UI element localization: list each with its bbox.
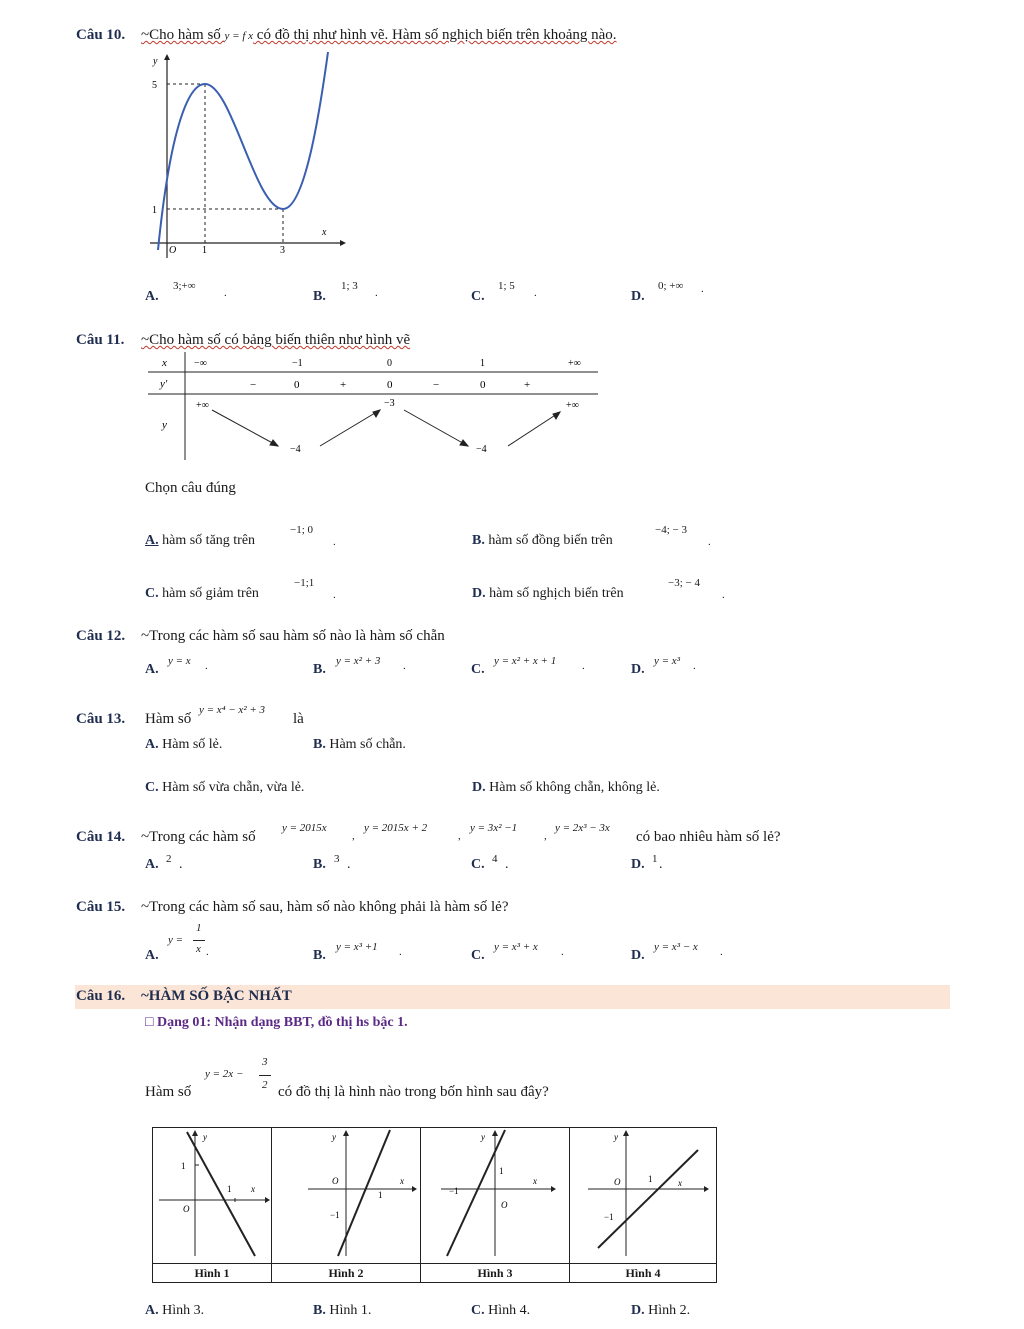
q10-label: Câu 10.	[76, 27, 126, 43]
q13-opt-d-text: Hàm số không chẵn, không lẻ.	[485, 780, 660, 795]
q12-opt-d-end: .	[693, 660, 696, 672]
q14-expr-3: y = 3x² −1	[470, 822, 518, 834]
q16-fig2-neg1: −1	[330, 1210, 340, 1220]
q15-opt-b-end: .	[399, 946, 402, 958]
q11-opt-b-letter: B.	[472, 533, 485, 548]
q11-arrow-3	[404, 410, 468, 446]
q11-opt-a-interval: −1; 0	[290, 524, 314, 536]
q16-fig1-y-arrow	[192, 1130, 198, 1136]
q16-fig2-svg	[272, 1128, 420, 1258]
q16-fig2-x-arrow	[412, 1186, 417, 1192]
q16-fig4-neg1: −1	[604, 1212, 614, 1222]
q16-fig2-1x: 1	[378, 1190, 383, 1200]
q11-label: Câu 11.	[76, 332, 125, 348]
q15-opt-a-letter[interactable]: A.	[145, 948, 159, 963]
q10-opt-d-end: .	[701, 283, 704, 295]
q11-arrow-1	[212, 410, 278, 446]
q16-text-post: có đồ thị là hình nào trong bốn hình sau đây?	[278, 1084, 549, 1100]
q16-figure-2[interactable]	[272, 1128, 421, 1264]
q10-opt-d-value: 0; +∞	[658, 280, 684, 292]
q11-sign-1: 0	[294, 379, 300, 391]
q10-opt-c-value: 1; 5	[498, 280, 515, 292]
q16-fig2-x: x	[400, 1176, 404, 1186]
q12-opt-b-expr: y = x² + 3	[336, 655, 381, 667]
q10-tick-1y: 1	[152, 205, 157, 216]
q14-opt-a-value: 2	[166, 853, 172, 865]
q16-num: 3	[262, 1056, 268, 1068]
q16-fig3-neg1: −1	[449, 1186, 459, 1196]
q10-graph	[140, 50, 350, 262]
q15-opt-d-letter[interactable]: D.	[631, 948, 645, 963]
q13-opt-d[interactable]	[472, 780, 660, 796]
q11-x-3: 1	[480, 358, 485, 369]
q11-sign-4: −	[433, 379, 440, 391]
q11-sign-3: 0	[387, 379, 393, 391]
q13-opt-d-letter: D.	[472, 780, 486, 795]
q14-opt-b-letter[interactable]: B.	[313, 857, 326, 872]
q13-opt-c-letter: C.	[145, 780, 159, 795]
q11-y-3: −4	[476, 444, 487, 455]
q11-y-2: −3	[384, 398, 395, 409]
q11-opt-d-end: .	[722, 589, 725, 601]
q10-tick-1x: 1	[202, 245, 207, 256]
q11-question: ~Cho hàm số có bảng biến thiên như hình vẽ	[141, 332, 411, 348]
q10-opt-a-letter[interactable]: A.	[145, 289, 159, 304]
q16-caption-1: Hình 1	[153, 1264, 272, 1283]
q11-y-1: −4	[290, 444, 301, 455]
q13-text-pre: Hàm số	[145, 711, 192, 727]
q12-opt-a-letter[interactable]: A.	[145, 662, 159, 677]
q16-text-pre: Hàm số	[145, 1084, 192, 1100]
q16-fig3-svg	[421, 1128, 569, 1258]
q16-fig1-x-arrow	[265, 1197, 270, 1203]
q12-opt-d-letter[interactable]: D.	[631, 662, 645, 677]
q13-opt-a-letter: A.	[145, 737, 159, 752]
q16-fig3-1y: 1	[499, 1166, 504, 1176]
q14-opt-c-letter[interactable]: C.	[471, 857, 485, 872]
q16-expr-pre: y = 2x −	[205, 1068, 244, 1080]
q11-opt-d-letter: D.	[472, 586, 486, 601]
q16-fig1-line	[187, 1132, 255, 1256]
q16-fig1-1x: 1	[227, 1184, 232, 1194]
q16-subheader: □ Dạng 01: Nhận dạng BBT, đồ thị hs bậc 1.	[145, 1015, 408, 1030]
q13-opt-b-letter: B.	[313, 737, 326, 752]
q11-arrowhead-3	[460, 440, 468, 446]
q15-opt-c-expr: y = x³ + x	[494, 941, 538, 953]
q16-opt-a-letter: A.	[145, 1303, 159, 1318]
q11-arrowhead-2	[373, 410, 380, 417]
q10-opt-a-value: 3;+∞	[173, 280, 196, 292]
q11-opt-c-interval: −1;1	[294, 577, 315, 589]
q11-arrow-2	[320, 410, 380, 446]
q11-arrowhead-1	[270, 440, 278, 446]
q16-header: ~HÀM SỐ BẬC NHẤT	[141, 988, 292, 1004]
q12-opt-c-end: .	[582, 660, 585, 672]
q14-opt-d-value: 1	[652, 853, 658, 865]
q10-opt-c-letter[interactable]: C.	[471, 289, 485, 304]
q12-opt-a-end: .	[205, 660, 208, 672]
q16-fig3-o: O	[501, 1200, 508, 1210]
q13-opt-b-text: Hàm số chẵn.	[325, 737, 406, 752]
q16-figure-table	[152, 1127, 717, 1283]
q16-fig4-x: x	[678, 1178, 682, 1188]
q14-expr-1: y = 2015x	[282, 822, 327, 834]
q12-opt-d-expr: y = x³	[654, 655, 680, 667]
q16-label: Câu 16.	[76, 988, 126, 1004]
q11-y-4: +∞	[566, 400, 579, 411]
q11-opt-c-letter: C.	[145, 586, 159, 601]
q11-opt-c-end: .	[333, 589, 336, 601]
q11-opt-a-end: .	[333, 536, 336, 548]
q14-label: Câu 14.	[76, 829, 126, 845]
q10-opt-c-end: .	[534, 287, 537, 299]
q10-tick-3x: 3	[280, 245, 285, 256]
q10-x-arrow	[340, 240, 346, 246]
q16-fig4-y-arrow	[623, 1130, 629, 1136]
q12-opt-b-letter[interactable]: B.	[313, 662, 326, 677]
q14-opt-d-letter[interactable]: D.	[631, 857, 645, 872]
q10-question	[141, 27, 617, 44]
q13-opt-b[interactable]	[313, 737, 406, 753]
q11-sign-2: +	[340, 379, 347, 391]
q16-fraction-bar	[259, 1075, 271, 1076]
q16-opt-d-letter: D.	[631, 1303, 645, 1318]
q10-opt-b-end: .	[375, 287, 378, 299]
q10-tick-5: 5	[152, 80, 157, 91]
q16-figure-1[interactable]	[153, 1128, 272, 1264]
q14-text-post: có bao nhiêu hàm số lẻ?	[636, 829, 781, 845]
q15-opt-b-letter[interactable]: B.	[313, 948, 326, 963]
q11-opt-a-letter: A.	[145, 533, 159, 548]
q16-opt-b-letter: B.	[313, 1303, 326, 1318]
q15-opt-a-end: .	[206, 946, 209, 958]
q14-opt-a-letter[interactable]: A.	[145, 857, 159, 872]
q11-x-2: 0	[387, 358, 392, 369]
q16-caption-4: Hình 4	[570, 1264, 717, 1283]
q13-opt-c-text: Hàm số vừa chẵn, vừa lẻ.	[158, 780, 305, 795]
q11-x-0: −∞	[194, 358, 207, 369]
q11-opt-a-text: hàm số tăng trên	[158, 533, 256, 548]
q14-comma-1: ,	[352, 830, 355, 842]
q11-opt-d[interactable]	[472, 586, 624, 602]
q10-y-label: y	[153, 56, 158, 67]
q11-opt-b-end: .	[708, 536, 711, 548]
q15-opt-c-end: .	[561, 946, 564, 958]
q15-opt-d-expr: y = x³ − x	[654, 941, 698, 953]
q11-opt-b-text: hàm số đồng biến trên	[484, 533, 613, 548]
q16-figure-4[interactable]	[570, 1128, 717, 1264]
q13-opt-a-text: Hàm số lẻ.	[158, 737, 223, 752]
q16-fig4-1x: 1	[648, 1174, 653, 1184]
q16-fig3-x: x	[533, 1176, 537, 1186]
q16-opt-a-text: Hình 3.	[158, 1303, 205, 1318]
q10-opt-a-end: .	[224, 287, 227, 299]
q12-opt-b-end: .	[403, 660, 406, 672]
q12-opt-c-expr: y = x² + x + 1	[494, 655, 557, 667]
q12-question: ~Trong các hàm số sau hàm số nào là hàm số chẵn	[141, 628, 445, 644]
q11-opt-d-text: hàm số nghịch biến trên	[485, 586, 624, 601]
q11-opt-c-text: hàm số giảm trên	[158, 586, 259, 601]
q15-opt-b-expr: y = x³ +1	[336, 941, 378, 953]
q10-y-arrow	[164, 54, 170, 60]
q11-prompt: Chọn câu đúng	[145, 480, 236, 496]
q11-opt-a[interactable]	[145, 533, 255, 549]
q10-curve	[158, 52, 328, 250]
q13-opt-c[interactable]	[145, 780, 304, 796]
q11-opt-c[interactable]	[145, 586, 259, 602]
q11-x-4: +∞	[568, 358, 581, 369]
q16-fig1-y: y	[203, 1132, 207, 1142]
q15-opt-a-fraction-bar	[193, 940, 205, 941]
q16-fig4-line	[598, 1150, 698, 1248]
q14-expr-2: y = 2015x + 2	[364, 822, 428, 834]
q16-fig2-o: O	[332, 1176, 339, 1186]
q12-opt-c-letter[interactable]: C.	[471, 662, 485, 677]
q13-opt-a[interactable]	[145, 737, 222, 753]
q12-opt-a-expr: y = x	[168, 655, 191, 667]
q10-origin: O	[169, 245, 177, 256]
q10-text-post: có đồ thị như hình vẽ. Hàm số nghịch biến trên khoảng nào.	[253, 27, 617, 43]
q14-opt-b-value: 3	[334, 853, 340, 865]
q14-opt-d-end: .	[659, 857, 663, 872]
q11-arrow-4	[508, 412, 560, 446]
q14-opt-c-value: 4	[492, 853, 498, 865]
q15-opt-a-expr-pre: y =	[168, 934, 184, 946]
q16-opt-b[interactable]	[313, 1303, 371, 1319]
q16-opt-d-text: Hình 2.	[644, 1303, 691, 1318]
q16-fig3-y-arrow	[492, 1130, 498, 1136]
q16-fig4-y: y	[614, 1132, 618, 1142]
q16-caption-3: Hình 3	[421, 1264, 570, 1283]
q16-opt-a[interactable]	[145, 1303, 204, 1319]
q16-opt-c-letter: C.	[471, 1303, 485, 1318]
q11-sign-0: −	[250, 379, 257, 391]
q11-arrowhead-4	[553, 412, 560, 419]
q16-opt-c[interactable]	[471, 1303, 530, 1319]
q16-fig4-svg	[570, 1128, 716, 1258]
q11-variation-table	[148, 352, 600, 462]
q14-text-pre: ~Trong các hàm số	[141, 829, 256, 845]
q10-opt-b-value: 1; 3	[341, 280, 358, 292]
q11-opt-b-interval: −4; − 3	[655, 524, 687, 536]
q16-opt-d[interactable]	[631, 1303, 690, 1319]
q16-opt-b-text: Hình 1.	[325, 1303, 372, 1318]
q11-y-label: y	[162, 419, 167, 431]
q11-x-label: x	[162, 357, 167, 369]
q16-fig2-y-arrow	[343, 1130, 349, 1136]
q16-fig3-x-arrow	[551, 1186, 556, 1192]
q16-figure-3[interactable]	[421, 1128, 570, 1264]
q11-sign-6: +	[524, 379, 531, 391]
q15-opt-a-num: 1	[196, 922, 202, 934]
q15-opt-d-end: .	[720, 946, 723, 958]
q16-fig4-x-arrow	[704, 1186, 709, 1192]
q16-fig2-y: y	[332, 1132, 336, 1142]
q11-x-1: −1	[292, 358, 303, 369]
q10-text-pre: ~Cho hàm số	[141, 27, 225, 43]
q10-opt-d-letter[interactable]: D.	[631, 289, 645, 304]
q10-func: y = f x	[224, 30, 254, 42]
q15-opt-c-letter[interactable]: C.	[471, 948, 485, 963]
q13-label: Câu 13.	[76, 711, 126, 727]
q16-fig1-x: x	[251, 1184, 255, 1194]
q16-den: 2	[262, 1079, 268, 1091]
q13-expr: y = x⁴ − x² + 3	[199, 704, 266, 716]
q13-text-post: là	[293, 711, 304, 727]
q11-sign-5: 0	[480, 379, 486, 391]
q14-opt-b-end: .	[347, 857, 351, 872]
q15-label: Câu 15.	[76, 899, 126, 915]
q14-expr-4: y = 2x³ − 3x	[555, 822, 610, 834]
q10-x-label: x	[322, 227, 327, 238]
q16-fig1-svg	[153, 1128, 271, 1258]
q14-comma-2: ,	[458, 830, 461, 842]
q15-question: ~Trong các hàm số sau, hàm số nào không phải là hàm số lẻ?	[141, 899, 509, 915]
q12-label: Câu 12.	[76, 628, 126, 644]
q14-opt-c-end: .	[505, 857, 509, 872]
q15-opt-a-den: x	[196, 943, 201, 955]
q11-opt-b[interactable]	[472, 533, 613, 549]
q16-fig1-1y: 1	[181, 1161, 186, 1171]
q16-opt-c-text: Hình 4.	[484, 1303, 531, 1318]
q10-opt-b-letter[interactable]: B.	[313, 289, 326, 304]
q14-comma-3: ,	[544, 830, 547, 842]
q16-fig3-y: y	[481, 1132, 485, 1142]
q14-opt-a-end: .	[179, 857, 183, 872]
q11-yprime-label: y′	[160, 378, 168, 390]
q16-fig4-o: O	[614, 1177, 621, 1187]
q16-caption-2: Hình 2	[272, 1264, 421, 1283]
q16-fig1-o: O	[183, 1204, 190, 1214]
q11-opt-d-interval: −3; − 4	[668, 577, 700, 589]
q11-y-0: +∞	[196, 400, 209, 411]
